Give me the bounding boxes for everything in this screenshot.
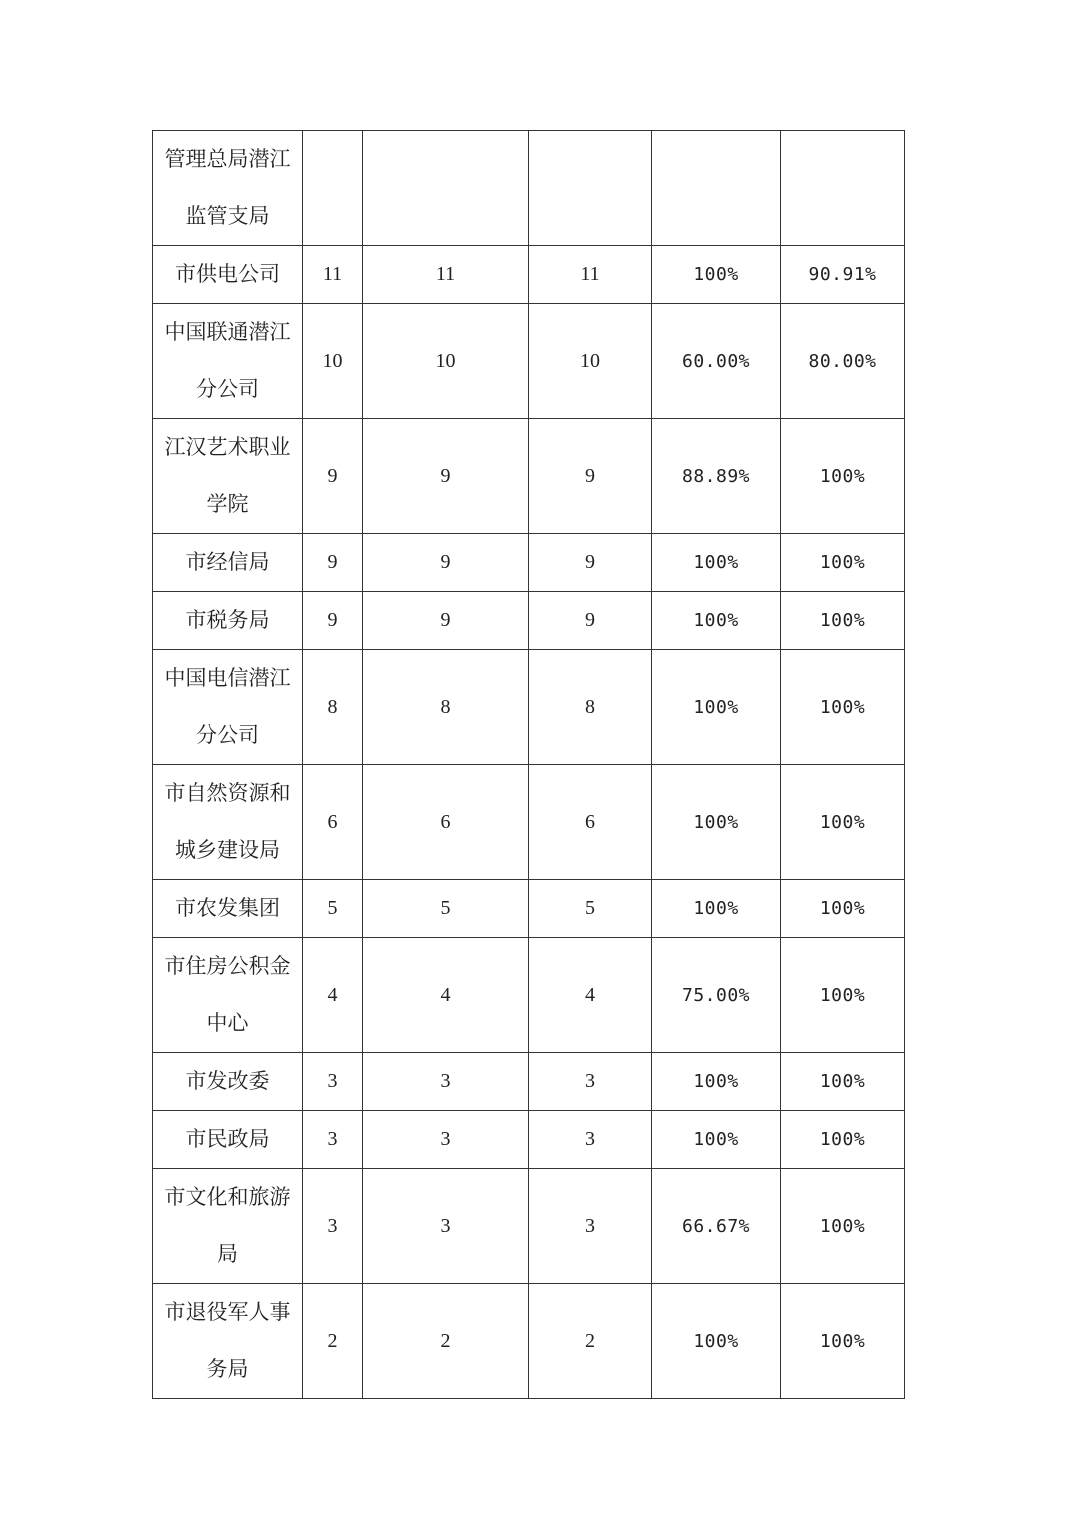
value-cell-2: 9: [363, 534, 529, 592]
unit-name-cell: 市民政局: [153, 1111, 303, 1169]
rate-cell-1: 100%: [652, 880, 781, 938]
table-row: [153, 1053, 905, 1111]
value-cell-1: 11: [303, 246, 363, 304]
value-cell-2: 3: [363, 1053, 529, 1111]
unit-name-cell: 市住房公积金中心: [153, 938, 303, 1053]
rate-cell-2: 100%: [781, 1284, 905, 1399]
rate-cell-2: 100%: [781, 938, 905, 1053]
unit-name-cell: 市自然资源和城乡建设局: [153, 765, 303, 880]
rate-cell-1: 100%: [652, 534, 781, 592]
table-row: [153, 131, 905, 246]
value-cell-1: [303, 131, 363, 246]
value-cell-2: 3: [363, 1169, 529, 1284]
value-cell-2: 9: [363, 419, 529, 534]
value-cell-3: 3: [529, 1111, 652, 1169]
unit-name-cell: 江汉艺术职业学院: [153, 419, 303, 534]
value-cell-1: 3: [303, 1111, 363, 1169]
value-cell-2: 9: [363, 592, 529, 650]
rate-cell-2: 100%: [781, 1053, 905, 1111]
value-cell-3: 6: [529, 765, 652, 880]
rate-cell-2: 100%: [781, 1111, 905, 1169]
table-row: [153, 1111, 905, 1169]
value-cell-1: 2: [303, 1284, 363, 1399]
value-cell-1: 9: [303, 592, 363, 650]
rate-cell-1: [652, 131, 781, 246]
value-cell-3: 9: [529, 419, 652, 534]
unit-name-cell: 市退役军人事务局: [153, 1284, 303, 1399]
table-row: [153, 938, 905, 1053]
value-cell-1: 8: [303, 650, 363, 765]
rate-cell-1: 100%: [652, 650, 781, 765]
rate-cell-1: 100%: [652, 765, 781, 880]
unit-name-cell: 市供电公司: [153, 246, 303, 304]
rate-cell-1: 100%: [652, 246, 781, 304]
rate-cell-1: 100%: [652, 1053, 781, 1111]
rate-cell-1: 100%: [652, 1111, 781, 1169]
value-cell-1: 9: [303, 419, 363, 534]
unit-name-cell: 市经信局: [153, 534, 303, 592]
rate-cell-2: 100%: [781, 592, 905, 650]
value-cell-3: 5: [529, 880, 652, 938]
value-cell-3: 3: [529, 1053, 652, 1111]
rate-cell-2: 100%: [781, 765, 905, 880]
value-cell-3: 9: [529, 534, 652, 592]
rate-cell-2: [781, 131, 905, 246]
value-cell-2: 10: [363, 304, 529, 419]
rate-cell-1: 60.00%: [652, 304, 781, 419]
rate-cell-2: 80.00%: [781, 304, 905, 419]
rate-cell-1: 66.67%: [652, 1169, 781, 1284]
value-cell-2: 11: [363, 246, 529, 304]
value-cell-2: 3: [363, 1111, 529, 1169]
table-row: [153, 592, 905, 650]
unit-name-cell: 市文化和旅游局: [153, 1169, 303, 1284]
value-cell-2: 8: [363, 650, 529, 765]
rate-cell-1: 100%: [652, 1284, 781, 1399]
table-row: [153, 880, 905, 938]
table-row: [153, 1169, 905, 1284]
unit-name-cell: 中国联通潜江分公司: [153, 304, 303, 419]
unit-name-cell: 中国电信潜江分公司: [153, 650, 303, 765]
unit-name-cell: 市税务局: [153, 592, 303, 650]
value-cell-1: 3: [303, 1053, 363, 1111]
value-cell-1: 9: [303, 534, 363, 592]
rate-cell-2: 90.91%: [781, 246, 905, 304]
value-cell-3: 8: [529, 650, 652, 765]
value-cell-2: 5: [363, 880, 529, 938]
rate-cell-1: 88.89%: [652, 419, 781, 534]
rate-cell-2: 100%: [781, 534, 905, 592]
unit-name-cell: 市发改委: [153, 1053, 303, 1111]
value-cell-3: 3: [529, 1169, 652, 1284]
table-row: [153, 765, 905, 880]
value-cell-2: 2: [363, 1284, 529, 1399]
table-row: [153, 304, 905, 419]
rate-cell-1: 100%: [652, 592, 781, 650]
value-cell-1: 6: [303, 765, 363, 880]
rate-cell-1: 75.00%: [652, 938, 781, 1053]
value-cell-1: 10: [303, 304, 363, 419]
value-cell-2: 4: [363, 938, 529, 1053]
value-cell-3: 10: [529, 304, 652, 419]
value-cell-1: 5: [303, 880, 363, 938]
table-row: [153, 650, 905, 765]
value-cell-3: 11: [529, 246, 652, 304]
value-cell-1: 3: [303, 1169, 363, 1284]
table-row: [153, 534, 905, 592]
value-cell-3: 4: [529, 938, 652, 1053]
unit-name-cell: 市农发集团: [153, 880, 303, 938]
rate-cell-2: 100%: [781, 1169, 905, 1284]
rate-cell-2: 100%: [781, 880, 905, 938]
value-cell-3: [529, 131, 652, 246]
value-cell-2: 6: [363, 765, 529, 880]
value-cell-1: 4: [303, 938, 363, 1053]
data-table: [152, 130, 905, 1399]
rate-cell-2: 100%: [781, 419, 905, 534]
table-row: [153, 419, 905, 534]
table-row: [153, 246, 905, 304]
value-cell-3: 9: [529, 592, 652, 650]
value-cell-3: 2: [529, 1284, 652, 1399]
unit-name-cell: 管理总局潜江监管支局: [153, 131, 303, 246]
value-cell-2: [363, 131, 529, 246]
rate-cell-2: 100%: [781, 650, 905, 765]
table-row: [153, 1284, 905, 1399]
